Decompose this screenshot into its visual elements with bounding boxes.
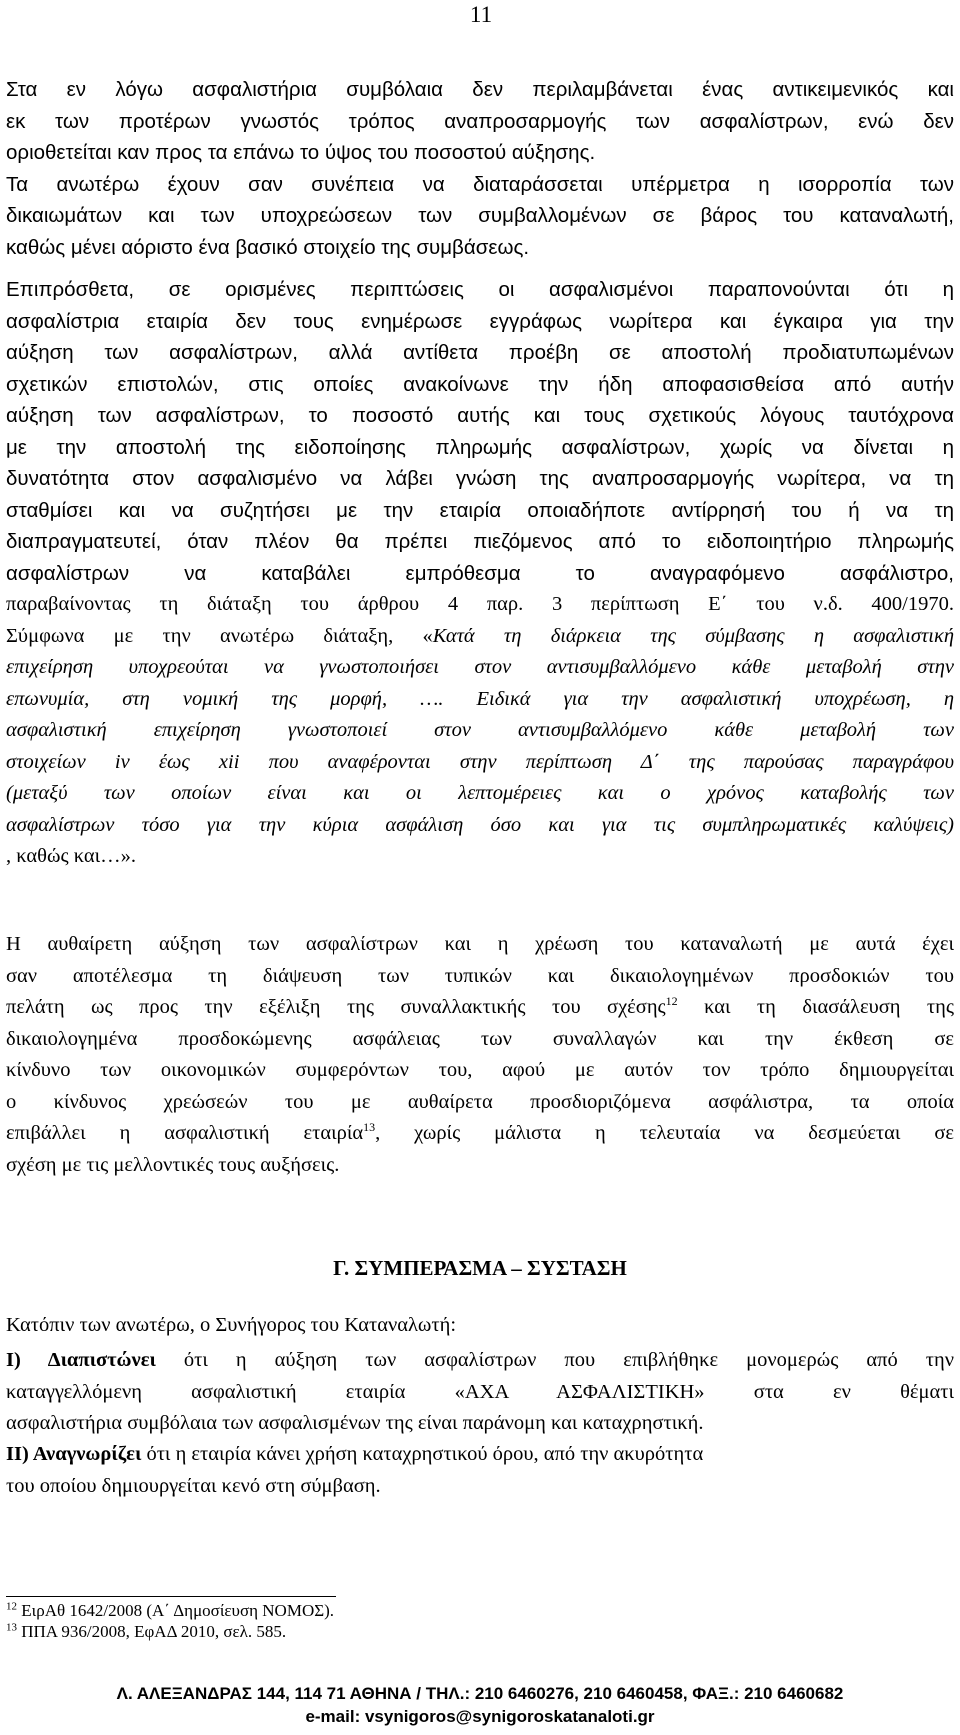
text-line: αύξηση των ασφαλίστρων, αλλά αντίθετα προέβη σε αποστολή προδιατυπωμένων xyxy=(6,341,954,364)
text-line: διαπραγματευτεί, όταν πλέον θα πρέπει πιεζόμενος από το ειδοποιητήριο πληρωμής xyxy=(6,530,954,553)
text-line xyxy=(6,1439,954,1471)
text-line: σταθμίσει και να συζητήσει με την εταιρία οποιαδήποτε αντίρρησή του ή να τη xyxy=(6,498,954,522)
paragraph-3 xyxy=(6,929,954,1181)
quote-line xyxy=(6,621,954,653)
text-line: Η αυθαίρετη αύξηση των ασφαλίστρων και η χρέωση του καταναλωτή με αυτά έχει xyxy=(6,933,954,955)
quote-line: , καθώς και…». xyxy=(6,845,136,867)
text-segment: ότι η αύξηση των ασφαλίστρων που επιβλήθηκε μονομερώς από την xyxy=(155,1349,954,1371)
text-line: Στα εν λόγω ασφαλιστήρια συμβόλαια δεν περιλαμβάνεται ένας αντικειμενικός και xyxy=(6,78,954,101)
quote-line: στοιχείων iv έως xii που αναφέρονται στην περίπτωση Δ΄ της παρούσας παραγράφου xyxy=(6,750,954,773)
quote-text: επωνυμία, στη νομική της μορφή, …. xyxy=(6,687,444,710)
text-line: σχέση με τις μελλοντικές τους αυξήσεις. xyxy=(6,1153,340,1176)
text-segment: , χωρίς μάλιστα η τελευταία να δεσμεύεται σε xyxy=(375,1122,954,1144)
text-segment: επιβάλλει η ασφαλιστική εταιρία xyxy=(6,1122,364,1144)
quote-intro: Σύμφωνα με την ανωτέρω διάταξη, « xyxy=(6,624,433,647)
footnote-number: 13 xyxy=(6,1621,17,1634)
text-line: καθώς μένει αόριστο ένα βασικό στοιχείο της συμβάσεως. xyxy=(6,235,530,259)
text-line: καταγγελλόμενη ασφαλιστική εταιρία «ΑΧΑ ΑΣΦΑΛΙΣΤΙΚΗ» στα εν θέματι xyxy=(6,1380,954,1403)
text-line xyxy=(6,992,954,1024)
quote-line: (μεταξύ των οποίων είναι και οι λεπτομέρειες και ο χρόνος καταβολής των xyxy=(6,782,954,804)
quote-text: Κατά τη διάρκεια της σύμβασης η ασφαλιστική xyxy=(432,624,955,647)
footnote-number: 12 xyxy=(6,1600,17,1613)
page-number: 11 xyxy=(469,2,493,27)
text-line: του οποίου δημιουργείται κενό στη σύμβαση. xyxy=(6,1474,381,1497)
quote-line xyxy=(6,684,954,716)
text-line: σαν αποτέλεσμα τη διάψευση των τυπικών και δικαιολογημένων προσδοκιών του xyxy=(6,964,954,987)
text-line: ασφαλίστρων να καταβάλει εμπρόθεσμα το αναγραφόμενο ασφάλιστρο, xyxy=(6,561,954,585)
text-line: με την αποστολή της ειδοποίησης πληρωμής ασφαλίστρων, χωρίς να δίνεται η xyxy=(6,435,954,459)
text-line: ασφαλιστήρια συμβόλαια των ασφαλισμένων της είναι παράνομη και καταχρηστική. xyxy=(6,1412,704,1434)
conclusion-intro xyxy=(6,1310,954,1342)
footer-email: e-mail: vsynigoros@synigoroskatanaloti.gr xyxy=(305,1707,655,1726)
section-heading: Γ. ΣΥΜΠΕΡΑΣΜΑ – ΣΥΣΤΑΣΗ xyxy=(333,1256,627,1280)
text-line: παραβαίνοντας τη διάταξη του άρθρου 4 παρ. 3 περίπτωση Ε΄ του ν.δ. 400/1970. xyxy=(6,593,954,615)
text-line: σχετικών επιστολών, στις οποίες ανακοίνωνε την ήδη αποφασισθείσα από αυτήν xyxy=(6,372,954,396)
footnote-ref: 13 xyxy=(363,1120,376,1135)
text-line: κίνδυνο των οικονομικών συμφερόντων του, αφού με αυτόν τον τρόπο δημιουργείται xyxy=(6,1059,954,1081)
text-line: ασφαλίστρια εταιρία δεν τους ενημέρωσε εγγράφως νωρίτερα και έγκαιρα για την xyxy=(6,309,954,333)
paragraph-1 xyxy=(6,74,954,263)
quote-line: ασφαλίστρων τόσο για την κύρια ασφάλιση όσο και για τις συμπληρωματικές καλύψεις) xyxy=(6,813,954,836)
text-line xyxy=(6,1118,954,1150)
text-line: Κατόπιν των ανωτέρω, ο Συνήγορος του Καταναλωτή: xyxy=(6,1314,457,1336)
text-line: εκ των προτέρων γνωστός τρόπος αναπροσαρμογής των ασφαλίστρων, ενώ δεν xyxy=(6,109,954,133)
finding-label: Ι) Διαπιστώνει xyxy=(6,1349,156,1371)
quote-text: Ειδικά για την ασφαλιστική υποχρέωση, η xyxy=(476,687,955,710)
finding-label: ΙΙ) Αναγνωρίζει xyxy=(6,1443,142,1465)
conclusion-item-2 xyxy=(6,1439,954,1502)
text-line: δικαιολογημένα προσδοκώμενης ασφάλειας των συναλλαγών και την έκθεση σε xyxy=(6,1027,954,1050)
text-line: δυνατότητα στον ασφαλισμένο να λάβει γνώση της αναπροσαρμογής νωρίτερα, να τη xyxy=(6,467,954,490)
footnote-ref: 12 xyxy=(665,994,678,1009)
quote-line: ασφαλιστική επιχείρηση γνωστοποιεί στον αντισυμβαλλόμενο κάθε μεταβολή των xyxy=(6,719,954,741)
text-line: δικαιωμάτων και των υποχρεώσεων των συμβαλλομένων σε βάρος του καταναλωτή, xyxy=(6,204,954,227)
text-segment: και τη διασάλευση της xyxy=(677,996,954,1018)
text-line: Τα ανωτέρω έχουν σαν συνέπεια να διαταράσσεται υπέρμετρα η ισορροπία των xyxy=(6,172,954,196)
text-line: οριοθετείται καν προς τα επάνω το ύψος του ποσοστού αύξησης. xyxy=(6,141,596,164)
footnote-12 xyxy=(6,1601,334,1621)
text-segment: ότι η εταιρία κάνει χρήση καταχρηστικού όρου, από την ακυρότητα xyxy=(141,1443,704,1465)
footer-address: Λ. ΑΛΕΞΑΝΔΡΑΣ 144, 114 71 ΑΘΗΝΑ / ΤΗΛ.: 210 6460276, 210 6460458, ΦΑΞ.: 210 6460682 xyxy=(116,1684,844,1703)
text-line: ο κίνδυνος χρεώσεών του με αυθαίρετα προσδιοριζόμενα ασφάλιστρα, τα οποία xyxy=(6,1090,954,1113)
quote-line: επιχείρηση υποχρεούται να γνωστοποιήσει στον αντισυμβαλλόμενο κάθε μεταβολή στην xyxy=(6,656,954,678)
conclusion-item-1 xyxy=(6,1345,954,1440)
footnote-text: ΠΠΑ 936/2008, ΕφΑΔ 2010, σελ. 585. xyxy=(17,1622,287,1641)
footnote-divider xyxy=(6,1596,336,1597)
footnote-13 xyxy=(6,1622,286,1642)
text-line xyxy=(6,1345,954,1377)
text-line: αύξηση των ασφαλίστρων, το ποσοστό αυτής και τους σχετικούς λόγους ταυτόχρονα xyxy=(6,404,954,427)
paragraph-2 xyxy=(6,274,954,873)
footnote-text: ΕιρΑθ 1642/2008 (Α΄ Δημοσίευση ΝΟΜΟΣ). xyxy=(17,1601,335,1620)
text-segment: πελάτη ως προς την εξέλιξη της συναλλακτικής του σχέσης xyxy=(6,996,666,1018)
text-line: Επιπρόσθετα, σε ορισμένες περιπτώσεις οι ασφαλισμένοι παραπονούνται ότι η xyxy=(6,278,954,301)
